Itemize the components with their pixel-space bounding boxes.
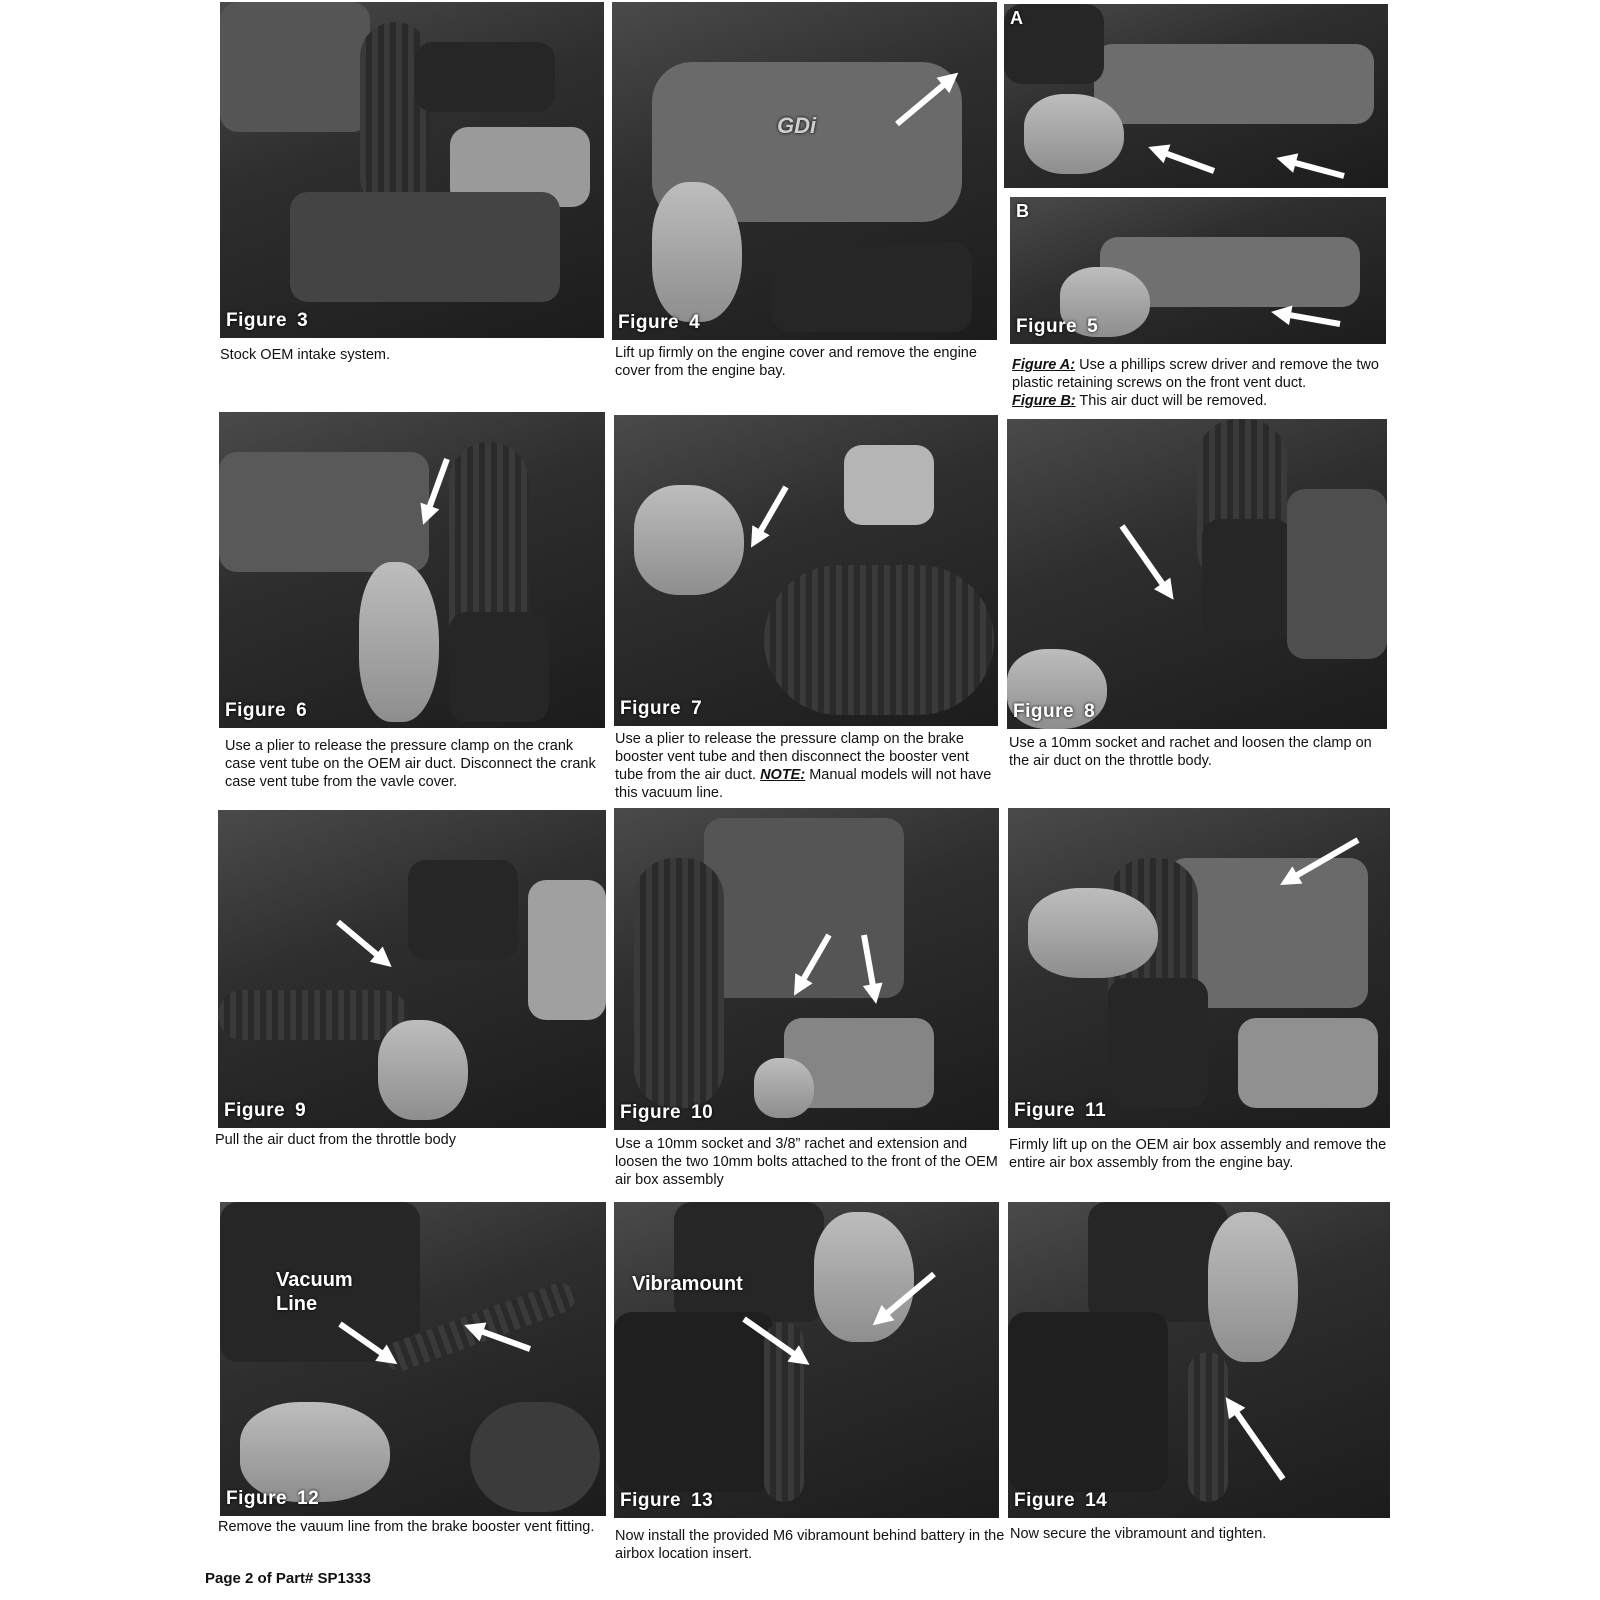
figure-9-photo bbox=[218, 810, 606, 1128]
figure-5a-photo bbox=[1004, 4, 1388, 188]
figure-5-caption: Figure A: Use a phillips screw driver and remove the two plastic retaining screws on the front vent duct. Figure B: This air duct will be removed. bbox=[1012, 357, 1379, 409]
vibramount-label: Vibramount bbox=[632, 1273, 743, 1295]
figure-4-caption: Lift up firmly on the engine cover and remove the engine cover from the engine bay. bbox=[615, 345, 977, 379]
figure-8-label: Figure 8 bbox=[1013, 701, 1096, 722]
figure-9-caption: Pull the air duct from the throttle body bbox=[215, 1132, 456, 1148]
page-footer: Page 2 of Part# SP1333 bbox=[205, 1570, 371, 1587]
figure-9-label: Figure 9 bbox=[224, 1100, 307, 1121]
figure-6-caption: Use a plier to release the pressure clamp on the crank case vent tube on the OEM air duct. Disconnect the crank case vent tube from the vavle cover. bbox=[225, 738, 596, 790]
vacuum-line-label: Vacuum Line bbox=[276, 1269, 353, 1315]
figure-3-label: Figure 3 bbox=[226, 310, 309, 331]
figure-11-label: Figure 11 bbox=[1014, 1100, 1107, 1121]
figure-13-photo bbox=[614, 1202, 999, 1518]
figure-11-caption: Firmly lift up on the OEM air box assembly and remove the entire air box assembly from the engine bay. bbox=[1009, 1137, 1387, 1171]
figure-13-label: Figure 13 bbox=[620, 1490, 714, 1511]
figure-8-photo bbox=[1007, 419, 1387, 729]
arrow-icon bbox=[1220, 1393, 1289, 1483]
figure-6-photo bbox=[219, 412, 605, 728]
figure-4-label: Figure 4 bbox=[618, 312, 701, 333]
figure-b-ref: Figure B: bbox=[1012, 393, 1076, 409]
figure-10-caption: Use a 10mm socket and 3/8” rachet and extension and loosen the two 10mm bolts attached to the front of the OEM air box assembly bbox=[615, 1136, 998, 1188]
figure-7-caption: Use a plier to release the pressure clamp on the brake booster vent tube and then disconnect the booster vent tube from the air duct. NOTE: Manual models will not have this vacuum line. bbox=[615, 731, 992, 801]
figure-12-label: Figure 12 bbox=[226, 1488, 320, 1509]
figure-8-caption: Use a 10mm socket and rachet and loosen the clamp on the air duct on the throttle body. bbox=[1009, 735, 1372, 769]
figure-14-photo bbox=[1008, 1202, 1390, 1518]
figure-10-photo bbox=[614, 808, 999, 1130]
figure-12-caption: Remove the vauum line from the brake booster vent fitting. bbox=[218, 1519, 595, 1535]
arrow-icon bbox=[745, 484, 792, 552]
arrow-icon bbox=[334, 917, 397, 973]
figure-7-label: Figure 7 bbox=[620, 698, 703, 719]
figure-5b-letter: B bbox=[1016, 201, 1029, 221]
figure-3-caption: Stock OEM intake system. bbox=[220, 347, 391, 363]
arrow-icon bbox=[1116, 522, 1179, 604]
figure-10-label: Figure 10 bbox=[620, 1102, 714, 1123]
figure-12-photo bbox=[220, 1202, 606, 1516]
figure-13-caption: Now install the provided M6 vibramount behind battery in the airbox location insert. bbox=[615, 1528, 1005, 1562]
figure-7-photo bbox=[614, 415, 998, 726]
figure-5b-photo bbox=[1010, 197, 1386, 344]
figure-6-label: Figure 6 bbox=[225, 700, 308, 721]
note-label: NOTE: bbox=[760, 767, 806, 783]
arrow-icon bbox=[1275, 151, 1346, 183]
figure-5-label: Figure 5 bbox=[1016, 316, 1099, 337]
figure-5a-letter: A bbox=[1010, 8, 1023, 28]
gdi-logo: GDi bbox=[777, 113, 817, 138]
figure-a-ref: Figure A: bbox=[1012, 357, 1076, 373]
arrow-icon bbox=[1146, 140, 1217, 177]
arrow-icon bbox=[1270, 305, 1341, 331]
figure-11-photo bbox=[1008, 808, 1390, 1128]
figure-4-photo bbox=[612, 2, 997, 340]
figure-3-photo bbox=[220, 2, 604, 338]
figure-14-label: Figure 14 bbox=[1014, 1490, 1108, 1511]
figure-14-caption: Now secure the vibramount and tighten. bbox=[1010, 1526, 1267, 1542]
